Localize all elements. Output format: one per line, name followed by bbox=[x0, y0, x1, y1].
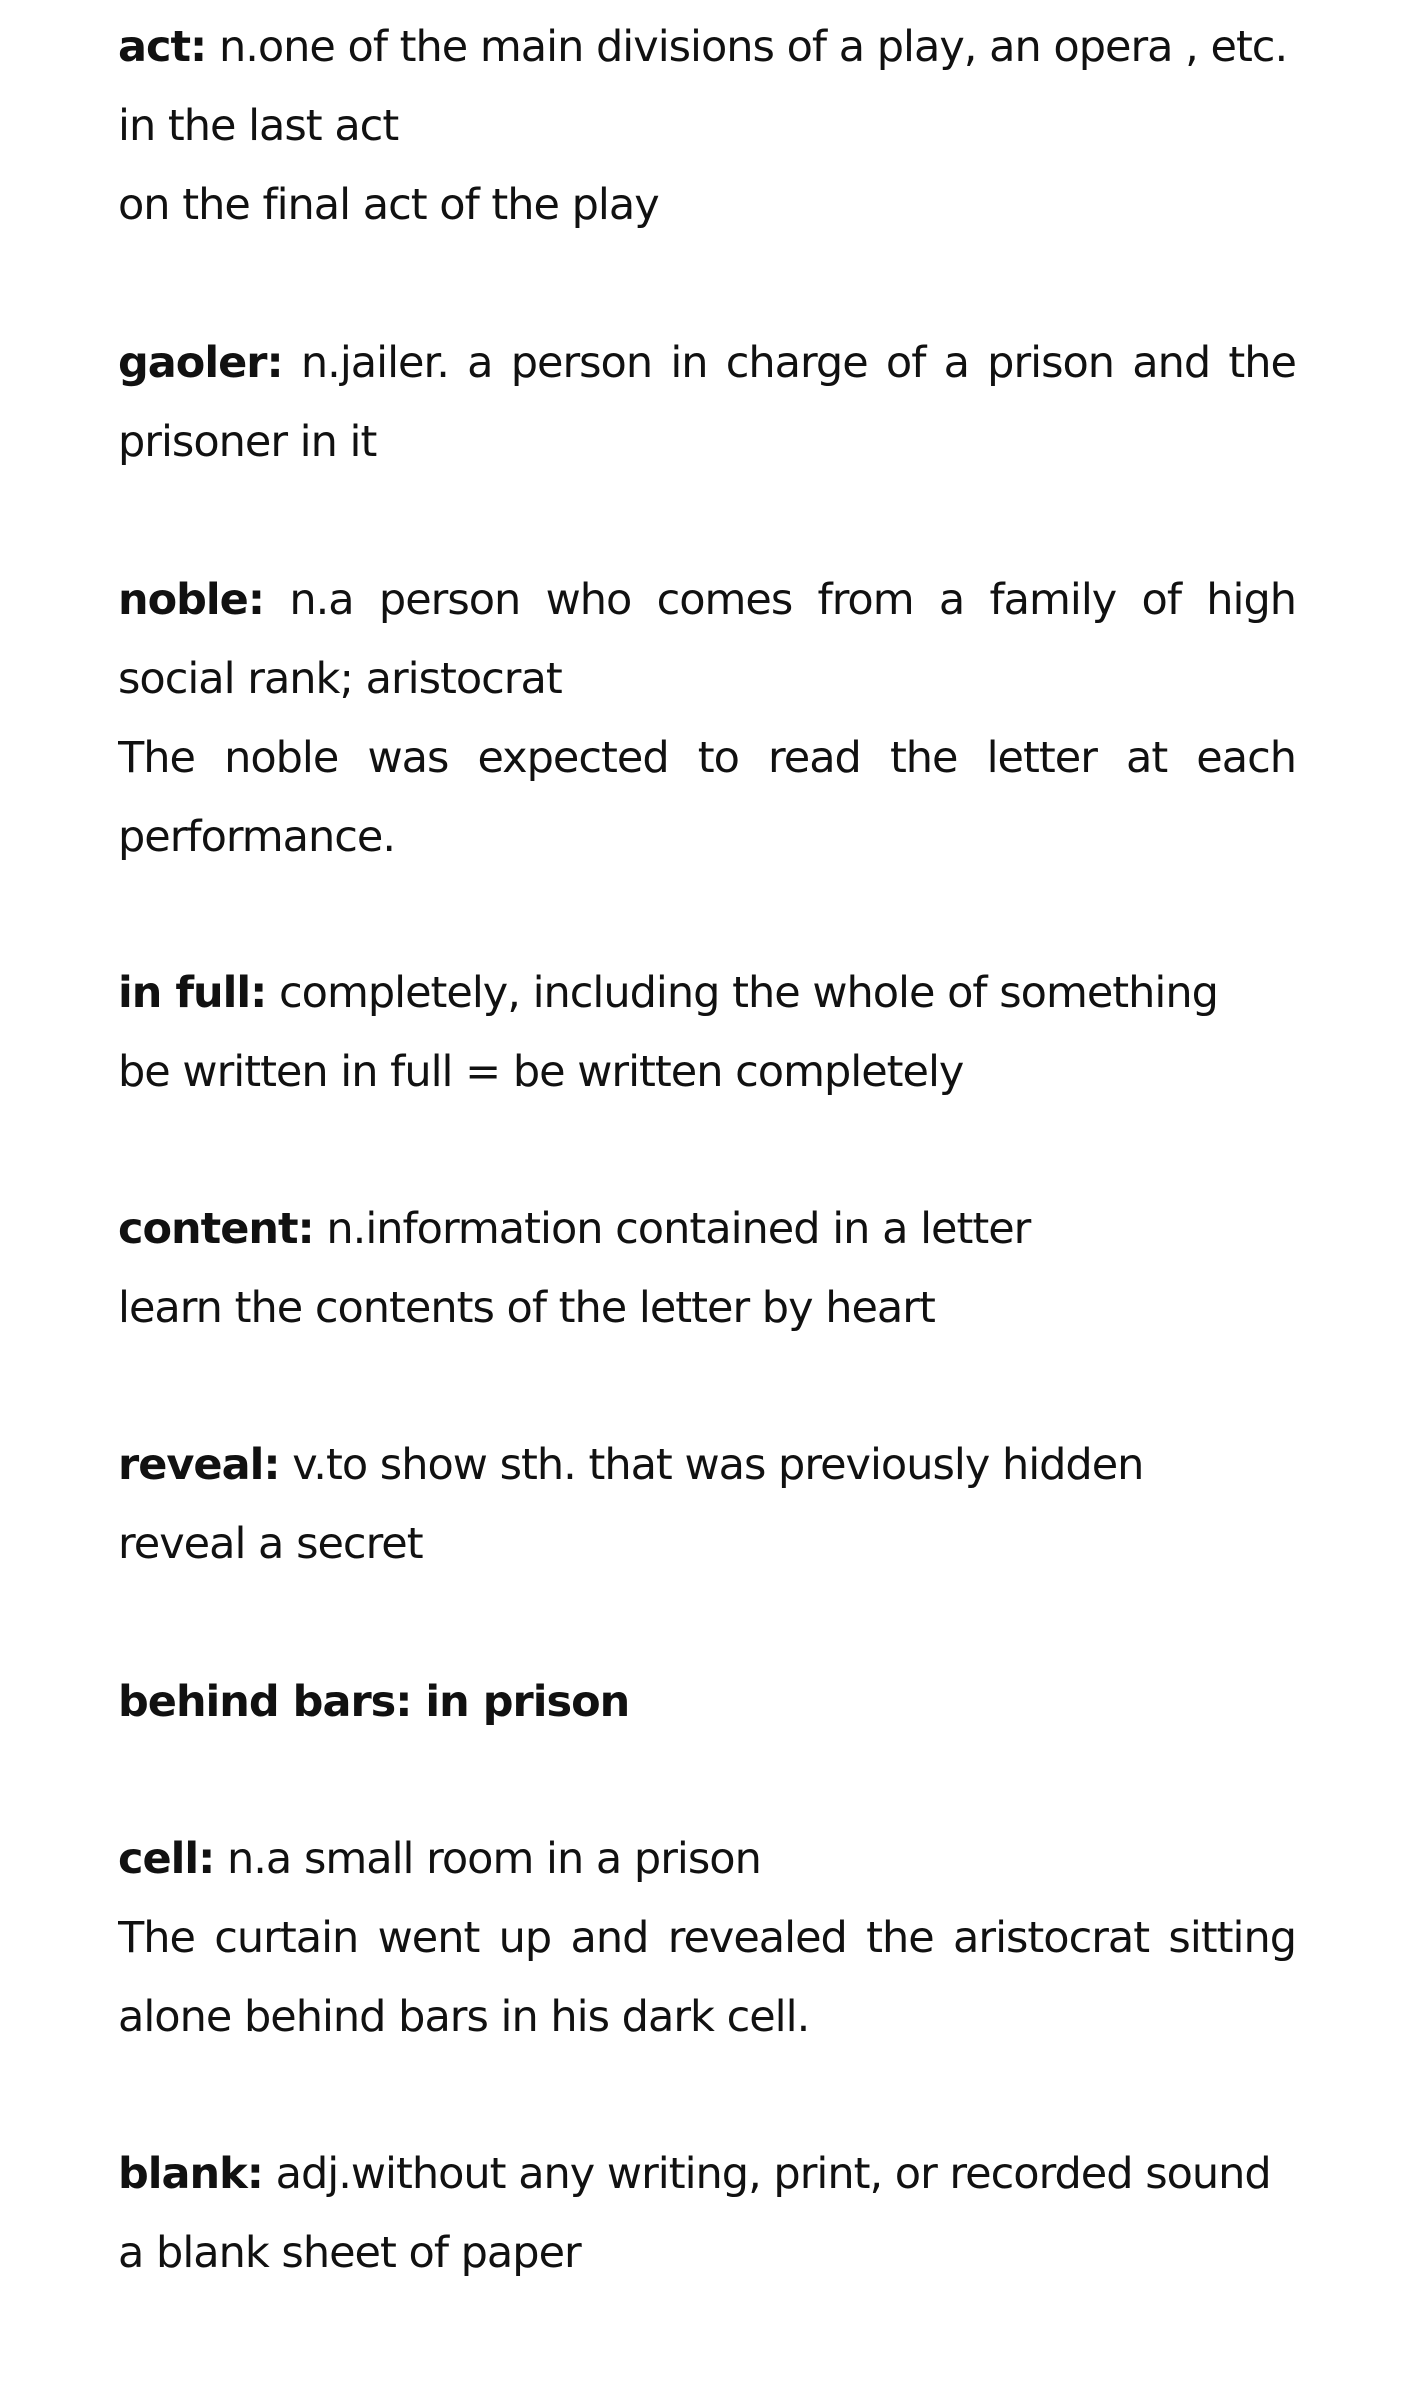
definition-text: completely, including the whole of something bbox=[279, 968, 1218, 1018]
example-line: The curtain went up and revealed the aristocrat sitting bbox=[118, 1913, 1296, 1963]
definition-text: v.to show sth. that was previously hidden bbox=[292, 1440, 1144, 1490]
entry-act bbox=[118, 8, 1296, 245]
definition-continuation: social rank; aristocrat bbox=[118, 654, 562, 704]
entry-definition-line bbox=[118, 2135, 1296, 2214]
example-line: performance. bbox=[118, 812, 396, 862]
definition-text: n.a person who comes from a family of high bbox=[289, 575, 1296, 625]
entry-definition-line bbox=[118, 8, 1296, 87]
entry-term: gaoler: bbox=[118, 338, 283, 388]
entry-term: in full: bbox=[118, 968, 267, 1018]
entry-definition-line bbox=[118, 1820, 1296, 1899]
entry-term: cell: bbox=[118, 1834, 215, 1884]
entry-definition-line bbox=[118, 1663, 1296, 1742]
entry-gaoler bbox=[118, 324, 1296, 482]
entry-behind-bars bbox=[118, 1663, 1296, 1742]
definition-text: n.jailer. a person in charge of a prison and the bbox=[300, 338, 1296, 388]
definition-text: n.a small room in a prison bbox=[227, 1834, 761, 1884]
entry-term: act: bbox=[118, 22, 207, 72]
definition-text: n.information contained in a letter bbox=[326, 1204, 1031, 1254]
entry-term: reveal: bbox=[118, 1440, 280, 1490]
entry-cell bbox=[118, 1820, 1296, 2057]
entry-term: behind bars: in prison bbox=[118, 1677, 630, 1727]
entry-definition-line bbox=[118, 561, 1296, 640]
entry-definition-line bbox=[118, 324, 1296, 403]
example-line: on the final act of the play bbox=[118, 180, 659, 230]
entry-definition-line bbox=[118, 954, 1296, 1033]
entry-term: content: bbox=[118, 1204, 314, 1254]
example-line: alone behind bars in his dark cell. bbox=[118, 1992, 810, 2042]
entry-in-full bbox=[118, 954, 1296, 1112]
example-line: a blank sheet of paper bbox=[118, 2228, 581, 2278]
definition-text: adj.without any writing, print, or recorded sound bbox=[275, 2149, 1271, 2199]
entry-blank bbox=[118, 2135, 1296, 2293]
entry-noble bbox=[118, 561, 1296, 877]
entry-content bbox=[118, 1190, 1296, 1348]
entry-definition-line bbox=[118, 1426, 1296, 1505]
definition-continuation: prisoner in it bbox=[118, 417, 377, 467]
example-line: reveal a secret bbox=[118, 1519, 423, 1569]
entry-reveal bbox=[118, 1426, 1296, 1584]
example-line: The noble was expected to read the letter at each bbox=[118, 733, 1296, 783]
example-line: be written in full = be written completely bbox=[118, 1047, 964, 1097]
entry-definition-line bbox=[118, 1190, 1296, 1269]
definition-text: n.one of the main divisions of a play, an opera , etc. bbox=[218, 22, 1288, 72]
entry-term: noble: bbox=[118, 575, 265, 625]
example-line: in the last act bbox=[118, 101, 399, 151]
entry-term: blank: bbox=[118, 2149, 263, 2199]
example-line: learn the contents of the letter by heart bbox=[118, 1283, 935, 1333]
